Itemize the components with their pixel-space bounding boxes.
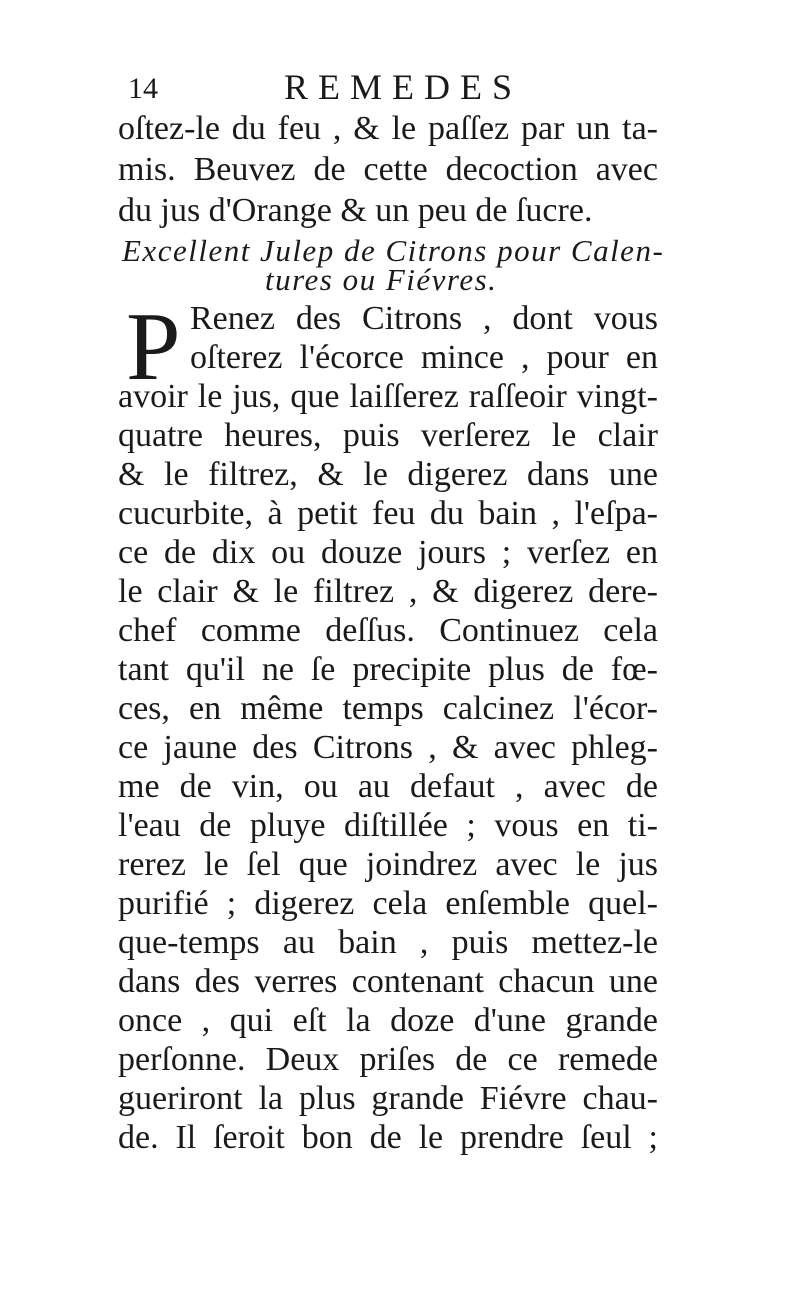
text-line: ce de dix ou douze jours ; verſez en [118,534,658,571]
text-line: perſonne. Deux priſes de ce remede [118,1041,658,1078]
text-line: Renez des Citrons , dont vous [190,300,658,337]
text-line: du jus d'Orange & un peu de ſucre. [118,192,593,229]
text-line: cucurbite, à petit feu du bain , l'eſpa- [118,495,658,532]
text-line: de. Il ſeroit bon de le prendre ſeul ; [118,1119,658,1156]
text-line: tant qu'il ne ſe precipite plus de fœ- [118,651,658,688]
text-line: once , qui eſt la doze d'une grande [118,1002,658,1039]
text-line: gueriront la plus grande Fiévre chau- [118,1080,658,1117]
page-number: 14 [128,72,158,105]
text-line: chef comme deſſus. Continuez cela [118,612,658,649]
text-line: rerez le ſel que joindrez avec le jus [118,846,658,883]
page-header [118,64,678,112]
drop-cap: P [126,293,181,401]
text-line: ces, en même temps calcinez l'écor- [118,690,658,727]
text-line: quatre heures, puis verſerez le clair [118,417,658,454]
running-head: REMEDES [284,67,523,107]
recipe-title-line: tures ou Fiévres. [265,262,498,297]
text-line: mis. Beuvez de cette decoction avec [118,151,658,188]
text-line: dans des verres contenant chacun une [118,963,658,1000]
text-line: & le filtrez, & le digerez dans une [118,456,658,493]
text-line: purifié ; digerez cela enſemble quel- [118,885,658,922]
text-line: ce jaune des Citrons , & avec phleg- [118,729,658,766]
text-line: me de vin, ou au defaut , avec de [118,768,658,805]
text-line: le clair & le filtrez , & digerez dere- [118,573,658,610]
text-line: que-temps au bain , puis mettez-le [118,924,658,961]
recipe-title-line: Excellent Julep de Citrons pour Calen- [122,233,665,268]
text-line: avoir le jus, que laiſſerez raſſeoir vingt- [118,378,658,415]
text-line: oſterez l'écorce mince , pour en [190,339,658,376]
text-line: l'eau de pluye diſtillée ; vous en ti- [118,807,658,844]
text-line: oſtez-le du feu , & le paſſez par un ta- [118,110,658,147]
